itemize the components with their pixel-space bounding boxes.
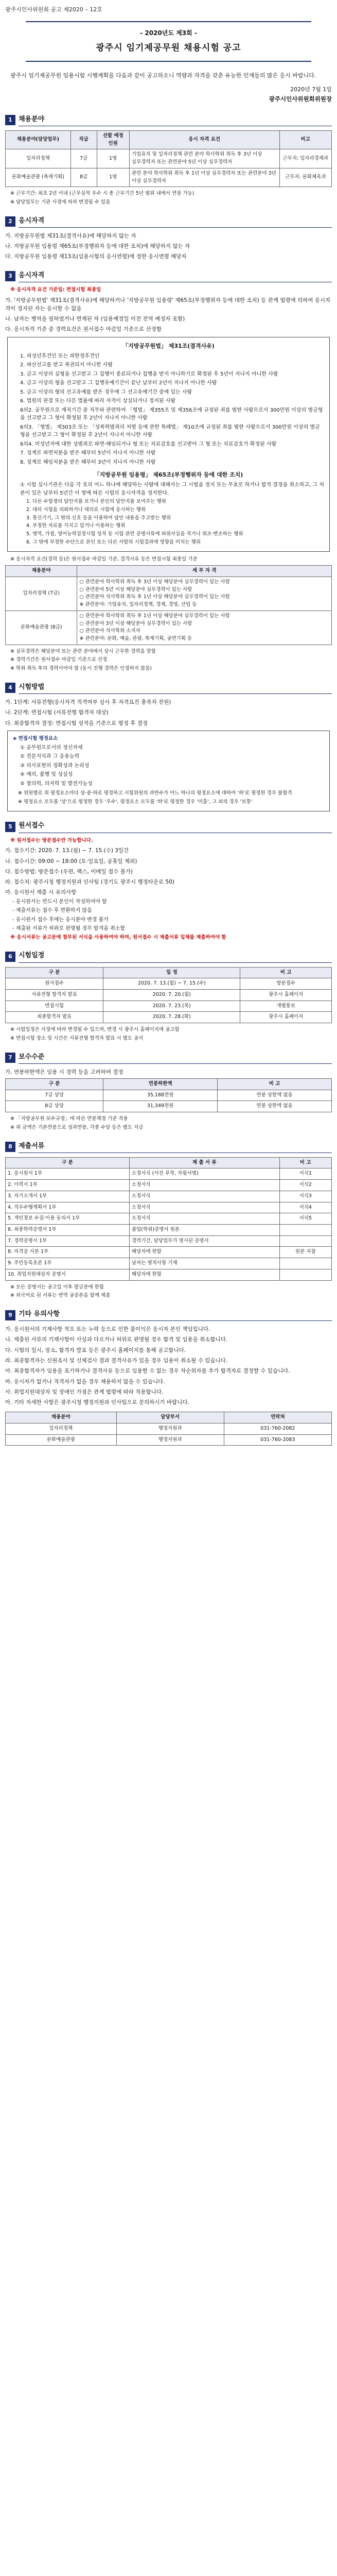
table-cell: 해당자에 한함	[129, 1269, 279, 1280]
table-header: 세 부 자 격	[77, 566, 332, 577]
section-number: 6	[5, 952, 15, 962]
list-item: 나. 남자는 병역을 필하였거나 면제된 자 (임용예정일 이전 전역 예정자 포함)	[5, 316, 185, 323]
sub-item: - 응시원서 접수 후에는 응시분야 변경 불가	[12, 917, 109, 923]
table-row	[6, 1225, 332, 1236]
notice-signer: 광주시인사위원회위원장	[269, 95, 332, 103]
box-line: 6의2. 공무원으로 재직기간 중 직무와 관련하여 「형법」 제355조 및 제356조에 규정된 죄를 범한 사람으로서 300만원 이상의 벌금형을 선고받고 그 형이 확정된 후 2년이 지나지 아니한 사람	[20, 407, 323, 421]
phone-number: 031-760-2082	[224, 1423, 331, 1435]
note-line: ※ 실무경력은 해당분야 또는 관련 분야에서 상시 근무한 경력을 말함	[10, 648, 156, 654]
list-item: 다. 응시자격 기준 중 경력요건은 원서접수 마감일 기준으로 산정함	[5, 326, 162, 333]
table-cell: 2020. 7. 13.(월) ~ 7. 15.(수)	[103, 978, 240, 990]
section-number: 7	[5, 1053, 15, 1063]
note-line: ※ 학위 취득 후의 경력이어야 함 (동시 진행 경력은 인정하지 않음)	[10, 666, 152, 672]
table-cell: 7. 경력증명서 1부	[6, 1235, 130, 1247]
note-line: ※ 면접시험 장소 및 시간은 서류전형 합격자 발표 시 별도 공지	[10, 1035, 144, 1041]
table-row	[6, 1168, 332, 1180]
box-line: 6의3. 「형법」 제303조 또는 「성폭력범죄의 처벌 등에 관한 특례법」 제10조에 규정된 죄를 범한 사람으로서 300만원 이상의 벌금형을 선고받고 그 형이 확정된 후 2년이 지나지 아니한 사람	[20, 424, 320, 438]
table-cell: 경력기간, 담당업무가 명시된 증명서	[129, 1235, 279, 1247]
table-cell: ○ 관련분야 학사학위 취득 후 1년 이상 해당분야 실무경력이 있는 사람 ○ 관련분야 3년 이상 해당분야 실무경력이 있는 사람 ○ 관련분야 석사학위 소지자 ※ 관련분야: 문화, 예술, 관광, 축제기획, 공연기획 등	[77, 611, 332, 645]
notice-date: 2020년 7월 1일	[290, 86, 332, 93]
table-header: 직급	[70, 131, 97, 149]
box-line: 6. 법원의 판결 또는 다른 법률에 따라 자격이 상실되거나 정지된 사람	[20, 398, 176, 404]
table-cell: 방문접수	[240, 978, 332, 990]
box-line: 4. 금고 이상의 형을 선고받고 그 집행유예기간이 끝난 날부터 2년이 지나지 아니한 사람	[20, 380, 217, 386]
table-cell: 6. 최종학력증명서 1부	[6, 1225, 130, 1236]
table-cell: 해당자에 한함	[129, 1247, 279, 1258]
section-8-header	[5, 1141, 332, 1153]
list-item: 가. 지방공무원법 제31조(결격사유)에 해당하지 않는 자	[5, 232, 136, 239]
contact-table	[5, 1412, 332, 1446]
table-cell: 소정서식	[129, 1191, 279, 1202]
list-item: 가. 연봉하한액은 임용 시 경력 등을 고려하여 결정	[5, 1069, 123, 1075]
table-header: 비 고	[240, 967, 332, 978]
table-cell: 행정지원과	[116, 1434, 224, 1446]
section-title: 제출서류	[19, 1141, 332, 1153]
table-header: 일 정	[103, 967, 240, 978]
table-cell: 31,349천원	[103, 1101, 218, 1112]
table-cell: 8급	[70, 168, 97, 187]
table-cell: 근무지: 문화체육과	[279, 168, 331, 187]
section-number: 1	[5, 115, 15, 125]
table-row	[6, 978, 332, 990]
section-6-header	[5, 951, 332, 962]
table-row	[6, 989, 332, 1001]
table-row	[6, 1423, 332, 1435]
disqualification-box	[7, 337, 330, 552]
table-header: 응시 자격 요건	[129, 131, 279, 149]
list-item: 바. 응시자가 없거나 적격자가 없을 경우 채용하지 않을 수 있습니다.	[5, 1378, 165, 1385]
section-4-header	[5, 682, 332, 694]
list-item: 나. 지방공무원 임용령 제65조(부정행위자 등에 대한 조치)에 해당하지 않는 자	[5, 243, 190, 250]
table-cell: 서식3	[279, 1191, 331, 1202]
notice-number: 광주시인사위원회 공고 제2020 – 12호	[5, 6, 102, 13]
form-note: ※ 응시서류는 공고문에 첨부된 서식을 사용하여야 하며, 원서접수 시 제출서류 일체를 제출하여야 함	[10, 934, 226, 940]
table-cell: 근무지: 일자리경제과	[279, 149, 331, 168]
list-item: 나. 접수시간: 09:00 ~ 18:00 (토·일요일, 공휴일 제외)	[5, 858, 137, 865]
note-line: ※ 모든 증명서는 공고일 이후 발급분에 한함	[10, 1284, 104, 1290]
table-cell: 문화예술관광 (8급)	[6, 611, 77, 645]
section-number: 8	[5, 1142, 15, 1152]
table-cell: 서식1	[279, 1168, 331, 1180]
box-line: 5. 병역, 가점, 영어능력검정시험 성적 등 시험 관련 증명서류에 허위사실을 적거나 위조·변조하는 행위	[26, 531, 243, 537]
table-row	[6, 1202, 332, 1213]
box-title: ◈ 면접시험 평정요소	[13, 735, 58, 741]
table-header: 비 고	[218, 1078, 332, 1090]
table-cell: 광주시 홈페이지	[240, 1012, 332, 1023]
table-cell: 9. 주민등록초본 1부	[6, 1258, 130, 1269]
note-line: ※ 위 금액은 기본연봉으로 성과연봉, 각종 수당 등은 별도 지급	[10, 1124, 144, 1130]
table-cell: 8급 상당	[6, 1101, 103, 1112]
section-2-header	[5, 216, 332, 228]
table-cell: 소정서식	[129, 1180, 279, 1191]
box-title: 「지방공무원법」 제31조(결격사유)	[122, 342, 215, 349]
table-cell: 졸업(학위)증명서 원본	[129, 1225, 279, 1236]
table-header: 채용분야	[6, 566, 77, 577]
box-line: ④ 예의, 품행 및 성실성	[20, 772, 73, 778]
table-cell: 1. 응시원서 1부	[6, 1168, 130, 1180]
section-5-header	[5, 821, 332, 833]
section-title: 시험방법	[19, 682, 332, 694]
table-cell: 일자리정책	[6, 1423, 117, 1435]
section-title: 응시자격	[19, 216, 332, 228]
table-cell: 7급	[70, 149, 97, 168]
list-item: 가. '지방공무원법' 제31조(결격사유)에 해당하거나 '지방공무원 임용령' 제65조(부정행위자 등에 대한 조치) 등 관계 법령에 의하여 응시자격이 정지된 자는 응시할 수 없음	[5, 297, 331, 312]
box-line: 1. 다른 수험생의 답안지를 보거나 본인의 답안지를 보여주는 행위	[26, 499, 166, 505]
list-item: 가. 1단계: 서류전형(응시자격 적격여부 심사 후 자격요건 충족자 전원)	[5, 699, 171, 706]
list-item: 가. 접수기간: 2020. 7. 13.(월) ~ 7. 15.(수) 3일간	[5, 848, 129, 854]
box-line: 6. 그 밖에 부정한 수단으로 본인 또는 다른 사람의 시험결과에 영향을 미치는 행위	[26, 539, 201, 545]
table-row	[6, 1012, 332, 1023]
table-cell: 연봉 상한액 없음	[218, 1090, 332, 1101]
table-cell: 최종합격자 발표	[6, 1012, 103, 1023]
table-row	[6, 1191, 332, 1202]
table-cell: 일자리정책 (7급)	[6, 577, 77, 611]
box-line: 2. 대리 시험을 의뢰하거나 대리로 시험에 응시하는 행위	[26, 506, 146, 513]
list-item: 나. 2단계: 면접시험 (서류전형 합격자 대상)	[5, 709, 109, 716]
table-row	[6, 577, 332, 611]
section-number: 3	[5, 271, 15, 281]
box-title: 「지방공무원 임용령」 제65조(부정행위자 등에 대한 조치)	[94, 471, 243, 479]
table-cell: 문화예술관광 (축제기획)	[6, 168, 71, 187]
note-line: ※ 응시자격 요건(경력 등)은 원서접수 마감일 기준, 결격사유 등은 면접시험 최종일 기준	[10, 556, 198, 562]
list-item: 라. 접수처: 광주시청 행정지원과 인사팀 (경기도 광주시 행정타운로 50)	[5, 879, 174, 886]
list-item: 마. 최종합격자가 임용을 포기하거나 결격사유 등으로 임용할 수 없는 경우 차순위자를 추가 합격자로 결정할 수 있습니다.	[5, 1368, 290, 1375]
table-row	[6, 1001, 332, 1012]
title-round: - 2020년도 제3회 -	[140, 29, 197, 37]
schedule-table	[5, 967, 332, 1024]
table-cell	[279, 1235, 331, 1247]
table-cell: 35,188천원	[103, 1090, 218, 1101]
table-cell: 2020. 7. 23.(목)	[103, 1001, 240, 1012]
box-line: ② 전문지식과 그 응용능력	[20, 754, 80, 760]
table-row	[6, 1258, 332, 1269]
table-cell	[279, 1225, 331, 1236]
table-cell: 소정서식 (사진 부착, 자필서명)	[129, 1168, 279, 1180]
table-cell: 행정지원과	[116, 1423, 224, 1435]
table-cell	[279, 1258, 331, 1269]
list-item: 다. 지방공무원 임용령 제13조(임용시험의 응시연령)에 정한 응시연령 해당자	[5, 253, 187, 260]
table-header: 구 분	[6, 1078, 103, 1090]
table-header: 비 고	[279, 1157, 331, 1168]
section-title: 시험일정	[19, 951, 332, 962]
sub-item: - 제출된 서류가 허위로 판명될 경우 합격을 취소함	[12, 926, 126, 932]
table-cell: 2020. 7. 20.(월)	[103, 989, 240, 1001]
table-cell: 기업유치 및 일자리정책 관련 분야 학사학위 취득 후 3년 이상 실무경력자 또는 관련분야 5년 이상 실무경력자	[129, 149, 279, 168]
table-header: 채용분야(담당업무)	[6, 131, 71, 149]
table-cell: 10. 취업지원대상자 증명서	[6, 1269, 130, 1280]
list-item: 다. 최종합격자 결정: 면접시험 성적을 기준으로 평정 후 결정	[5, 720, 148, 726]
list-item: 가. 응시원서의 기재사항 착오 또는 누락 등으로 인한 불이익은 응시자 본인 책임입니다.	[5, 1326, 210, 1333]
section-title: 채용분야	[19, 114, 332, 126]
section-title: 보수수준	[19, 1052, 332, 1064]
table-header: 담당부서	[116, 1412, 224, 1423]
salary-table	[5, 1078, 332, 1112]
visit-only-note: ※ 원서접수는 방문접수만 가능합니다.	[10, 837, 93, 843]
box-line: 1. 피성년후견인 또는 피한정후견인	[20, 353, 100, 359]
box-line: ① 공무원으로서의 정신자세	[20, 744, 83, 751]
section-title: 원서접수	[19, 821, 332, 833]
criteria-date-note: ※ 응시자격 요건 기준일: 면접시험 최종일	[10, 286, 101, 293]
table-row	[6, 1090, 332, 1101]
table-cell: 일자리정책	[6, 149, 71, 168]
note-line: ※ 경력기간은 원서접수 마감일 기준으로 산정	[10, 657, 108, 663]
box-line: ⑤ 창의력, 의지력 및 발전가능성	[20, 781, 93, 787]
list-item: 아. 기타 자세한 사항은 광주시청 행정지원과 인사팀으로 문의하시기 바랍니다.	[5, 1399, 189, 1406]
table-row	[6, 611, 332, 645]
table-cell: 5. 개인정보 수집·이용 동의서 1부	[6, 1213, 130, 1225]
table-header: 연락처	[224, 1412, 331, 1423]
section-title: 응시자격	[19, 270, 332, 282]
box-note: ※ 평정요소 모두를 '상'으로 평정한 경우 '우수', 평정요소 모두를 '하'로 평정한 경우 '미흡', 그 외의 경우 '보통'	[18, 799, 253, 805]
box-line: ① 시험 실시기관은 다음 각 호의 어느 하나에 해당하는 사람에 대해서는 그 시험을 정지 또는 무효로 하거나 합격 결정을 취소하고, 그 처분이 있은 날부터 5년간 이 영에 따른 시험의 응시자격을 정지한다.	[20, 482, 324, 496]
table-cell: 소정서식	[129, 1202, 279, 1213]
table-row	[6, 168, 332, 187]
note-line: ※ 「지방공무원 보수규정」에 따른 연봉책정 기준 적용	[10, 1116, 128, 1122]
list-item: 다. 시험의 일시, 장소, 합격자 발표 등은 광주시 홈페이지를 통해 공고합니다.	[5, 1347, 186, 1353]
table-cell: 서식5	[279, 1213, 331, 1225]
section-9-header	[5, 1309, 332, 1321]
table-cell: 개별통보	[240, 1001, 332, 1012]
table-cell: 소정서식	[129, 1213, 279, 1225]
table-cell: 4. 직무수행계획서 1부	[6, 1202, 130, 1213]
table-cell: 원본 지참	[279, 1247, 331, 1258]
title-box	[26, 21, 311, 62]
table-header: 구 분	[6, 1157, 130, 1168]
note-line: ※ 담당업무는 기관 사정에 따라 변경될 수 있음	[10, 199, 111, 206]
section-title: 기타 유의사항	[19, 1309, 332, 1321]
table-header: 선발 예정 인원	[97, 131, 129, 149]
table-cell: 3. 자기소개서 1부	[6, 1191, 130, 1202]
table-cell: 문화예술관광	[6, 1434, 117, 1446]
section-number: 4	[5, 683, 15, 693]
section-1-header	[5, 114, 332, 126]
table-row	[6, 1235, 332, 1247]
list-item: 사. 취업지원대상자 및 장애인 가점은 관계 법령에 따라 적용합니다.	[5, 1388, 164, 1395]
table-cell: 1명	[97, 149, 129, 168]
table-row	[6, 1247, 332, 1258]
table-header: 비고	[279, 131, 331, 149]
phone-number: 031-760-2083	[224, 1434, 331, 1446]
box-line: 3. 금고 이상의 실형을 선고받고 그 집행이 종료되거나 집행을 받지 아니하기로 확정된 후 5년이 지나지 아니한 사람	[20, 371, 278, 377]
documents-table	[5, 1157, 332, 1281]
section-3-header	[5, 270, 332, 282]
table-row	[6, 1434, 332, 1446]
table-row	[6, 1269, 332, 1280]
section-number: 9	[5, 1310, 15, 1320]
table-cell: 서류전형 합격자 발표	[6, 989, 103, 1001]
list-item: 마. 응시원서 제출 시 유의사항	[5, 889, 77, 896]
table-cell: 2020. 7. 28.(화)	[103, 1012, 240, 1023]
interview-criteria-box	[7, 731, 330, 812]
sub-item: - 응시원서는 반드시 본인이 작성하여야 함	[12, 899, 107, 905]
section-number: 2	[5, 216, 15, 227]
table-cell: 광주시 홈페이지	[240, 989, 332, 1001]
page-title: 광주시 임기제공무원 채용시험 공고	[96, 42, 241, 53]
section-number: 5	[5, 822, 15, 832]
detailed-qualification-table	[5, 565, 332, 645]
sub-item: - 제출서류는 접수 후 반환하지 않음	[12, 908, 92, 914]
box-line: 6의4. 미성년자에 대한 성범죄로 파면·해임되거나 형 또는 치료감호를 선고받아 그 형 또는 치료감호가 확정된 사람	[20, 441, 277, 447]
table-cell: 8. 자격증 사본 1부	[6, 1247, 130, 1258]
note-line: ※ 시험일정은 사정에 따라 변경될 수 있으며, 변경 시 광주시 홈페이지에 공고함	[10, 1027, 180, 1033]
box-line: 2. 파산선고를 받고 복권되지 아니한 사람	[20, 362, 113, 368]
table-cell: 서식4	[279, 1202, 331, 1213]
recruit-field-table	[5, 130, 332, 187]
box-line: 5. 금고 이상의 형의 선고유예를 받은 경우에 그 선고유예기간 중에 있는 사람	[20, 389, 192, 395]
table-row	[6, 149, 332, 168]
list-item: 나. 제출된 서류의 기재사항이 사실과 다르거나 허위로 판명될 경우 합격 및 임용을 취소합니다.	[5, 1336, 228, 1343]
table-cell	[279, 1269, 331, 1280]
box-line: 3. 통신기기, 그 밖의 신호 등을 이용하여 답안 내용을 주고받는 행위	[26, 515, 171, 521]
table-cell: 서식2	[279, 1180, 331, 1191]
section-7-header	[5, 1052, 332, 1064]
list-item: 라. 최종합격자는 신원조사 및 신체검사 결과 결격사유가 있을 경우 임용이 취소될 수 있습니다.	[5, 1357, 228, 1364]
table-cell: 관련 분야 학사학위 취득 후 1년 이상 실무경력자 또는 관련분야 3년 이상 실무경력자	[129, 168, 279, 187]
table-row	[6, 1180, 332, 1191]
note-line: ※ 외국어로 된 서류는 번역 공증본을 함께 제출	[10, 1293, 111, 1299]
table-cell: 원서접수	[6, 978, 103, 990]
box-line: ③ 의사표현의 정확성과 논리성	[20, 762, 90, 769]
note-line: ※ 근무기간: 최초 2년 이내 (근무실적 우수 시 총 근무기간 5년 범위 내에서 연장 가능)	[10, 191, 194, 197]
box-line: 7. 징계로 파면처분을 받은 때부터 5년이 지나지 아니한 사람	[20, 450, 156, 456]
table-cell: 면접시험	[6, 1001, 103, 1012]
table-header: 연봉하한액	[103, 1078, 218, 1090]
table-cell: 7급 상당	[6, 1090, 103, 1101]
table-cell: 연봉 상한액 없음	[218, 1101, 332, 1112]
table-cell: 남자는 병적사항 기재	[129, 1258, 279, 1269]
intro-text: 광주시 임기제공무원 임용시험 시행계획을 다음과 같이 공고하오니 역량과 자격을 갖춘 유능한 인재들의 많은 응시 바랍니다.	[10, 72, 316, 79]
table-header: 구 분	[6, 967, 103, 978]
box-note: ※ 위원별로 위 평정요소마다 상·중·하로 평정하고 시험위원의 과반수가 어느 하나의 평정요소에 대하여 '하'로 평정한 경우 불합격	[18, 790, 292, 796]
box-line: 8. 징계로 해임처분을 받은 때부터 3년이 지나지 아니한 사람	[20, 459, 156, 465]
box-line: 4. 부정한 자료를 가지고 있거나 이용하는 행위	[26, 523, 126, 529]
list-item: 다. 접수방법: 방문접수 (우편, 팩스, 이메일 접수 불가)	[5, 868, 133, 875]
table-header: 채용분야	[6, 1412, 117, 1423]
table-cell: ○ 관련분야 학사학위 취득 후 3년 이상 해당분야 실무경력이 있는 사람 ○ 관련분야 5년 이상 해당분야 실무경력이 있는 사람 ○ 관련분야 석사학위 취득 후 1년 이상 해당분야 실무경력이 있는 사람 ※ 관련분야: 기업유치, 일자리정책, 경제, 경영, 산업 등	[77, 577, 332, 611]
table-row	[6, 1213, 332, 1225]
table-cell: 1명	[97, 168, 129, 187]
table-header: 제 출 서 류	[129, 1157, 279, 1168]
table-cell: 2. 이력서 1부	[6, 1180, 130, 1191]
table-row	[6, 1101, 332, 1112]
